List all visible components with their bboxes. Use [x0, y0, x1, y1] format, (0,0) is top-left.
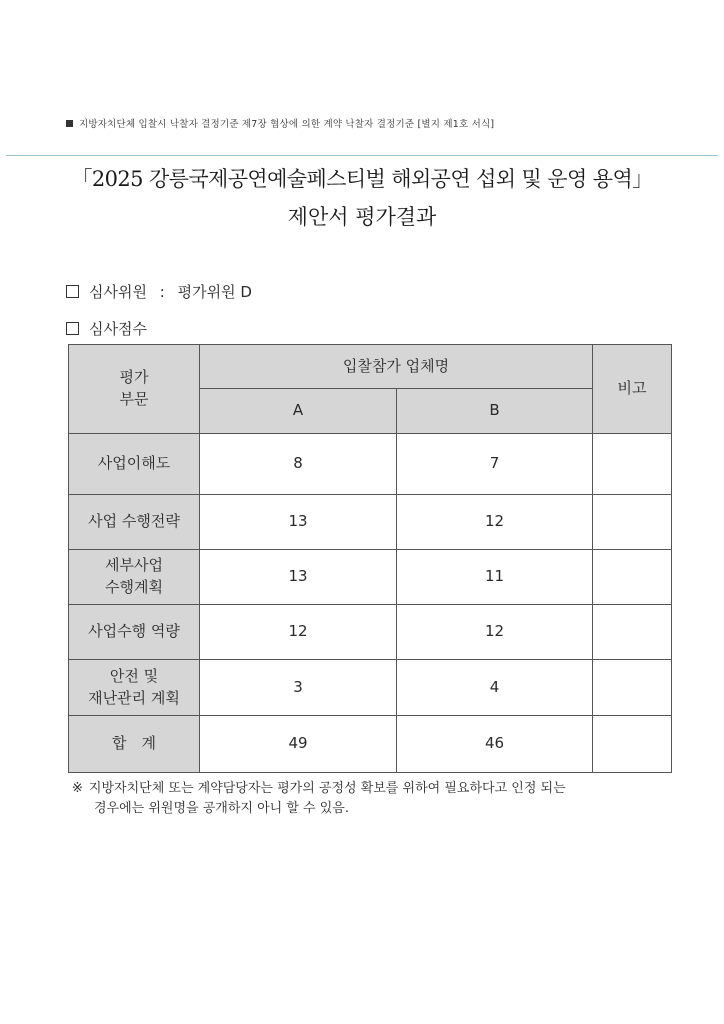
form-reference-text: 지방자치단체 입찰시 낙찰자 결정기준 제7장 협상에 의한 계약 낙찰자 결정기준 [별지 제1호 서식]: [79, 119, 495, 130]
footnote-line1: 지방자치단체 또는 계약담당자는 평가의 공정성 확보를 위하여 필요하다고 인정 되는: [88, 781, 566, 796]
remark-cell: [593, 660, 672, 716]
total-row: [69, 716, 672, 773]
score-a-cell: 13: [200, 550, 397, 605]
category-header-line1: 평가: [119, 368, 149, 387]
footnote: [72, 779, 566, 819]
score-a-cell: 8: [200, 434, 397, 495]
total-remark-cell: [593, 716, 672, 773]
category-line1: 세부사업: [105, 556, 163, 575]
reviewer-label: 심사위원: [89, 283, 147, 301]
reference-mark: ※: [72, 781, 83, 796]
category-line1: 사업이해도: [97, 454, 171, 473]
score-a-cell: 12: [200, 605, 397, 660]
remark-cell: [593, 434, 672, 495]
total-b-cell: 46: [397, 716, 593, 773]
category-cell: [69, 550, 200, 605]
category-cell: [69, 605, 200, 660]
table-row: [69, 434, 672, 495]
footnote-line2: 경우에는 위원명을 공개하지 아니 할 수 있음.: [94, 801, 349, 816]
document-title: 「2025 강릉국제공연예술페스티벌 해외공연 섭외 및 운영 용역」: [71, 167, 653, 191]
remark-cell: [593, 495, 672, 550]
form-reference-note: [66, 116, 494, 130]
category-cell: [69, 660, 200, 716]
table-row: [69, 550, 672, 605]
category-cell: [69, 434, 200, 495]
company-b-header: B: [397, 389, 593, 434]
remark-cell: [593, 550, 672, 605]
bidders-header: 입찰참가 업체명: [200, 345, 593, 389]
category-header: [69, 345, 200, 434]
total-a-cell: 49: [200, 716, 397, 773]
reviewer-separator: :: [159, 283, 165, 301]
score-b-cell: 7: [397, 434, 593, 495]
document-subtitle: 제안서 평가결과: [287, 205, 437, 229]
total-label: 합 계: [69, 716, 200, 773]
score-b-cell: 11: [397, 550, 593, 605]
category-line2: 수행계획: [105, 578, 163, 596]
table-row: [69, 660, 672, 716]
category-line1: 안전 및: [109, 666, 159, 685]
checkbox-icon: [66, 285, 79, 298]
header-divider: [6, 155, 718, 156]
category-cell: [69, 495, 200, 550]
score-label: 심사점수: [89, 320, 147, 338]
square-bullet-icon: [66, 120, 73, 127]
company-a-header: A: [200, 389, 397, 434]
table-row: [69, 495, 672, 550]
score-section-label: [66, 318, 147, 339]
score-b-cell: 12: [397, 605, 593, 660]
score-a-cell: 13: [200, 495, 397, 550]
remarks-header: 비고: [593, 345, 672, 434]
reviewer-line: [66, 281, 252, 302]
category-header-line2: 부문: [119, 390, 149, 408]
score-b-cell: 12: [397, 495, 593, 550]
score-a-cell: 3: [200, 660, 397, 716]
score-b-cell: 4: [397, 660, 593, 716]
checkbox-icon: [66, 322, 79, 335]
reviewer-value: 평가위원 D: [177, 283, 252, 301]
remark-cell: [593, 605, 672, 660]
table-row: [69, 605, 672, 660]
category-line1: 사업 수행전략: [88, 512, 180, 531]
score-table: [68, 344, 672, 773]
category-line1: 사업수행 역량: [88, 622, 180, 641]
category-line2: 재난관리 계획: [88, 688, 180, 707]
